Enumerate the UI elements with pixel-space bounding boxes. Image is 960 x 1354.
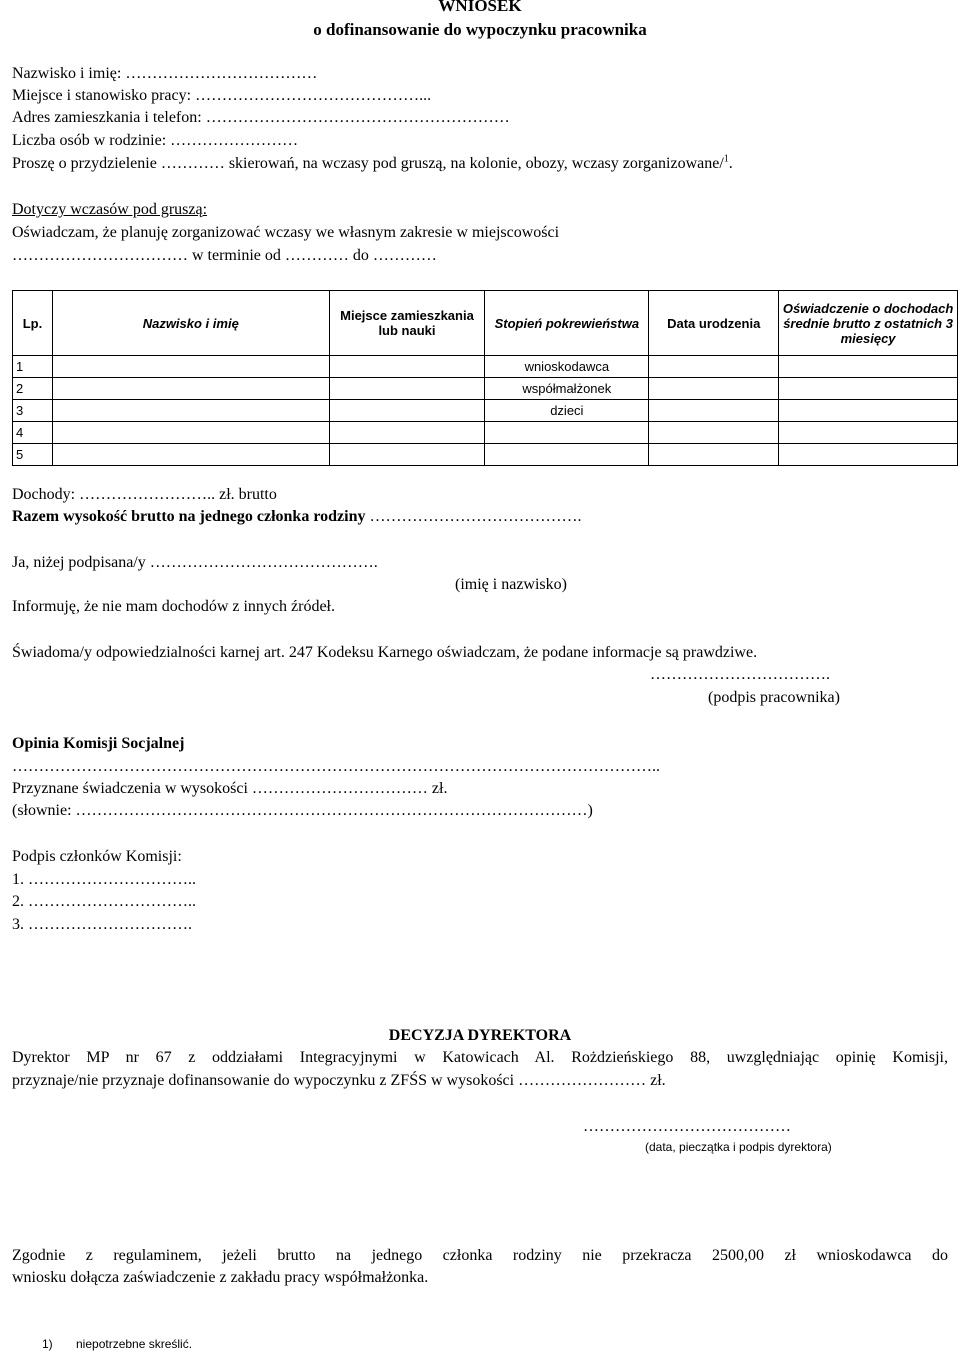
table-row [13,422,958,444]
director-signature-label: (data, pieczątka i podpis dyrektora) [645,1140,832,1154]
row-name-cell[interactable] [52,378,329,400]
row-relation: wnioskodawca [485,356,649,378]
rule-line-2: wniosku dołącza zaświadczenie z zakładu pracy współmałżonka. [12,1269,429,1286]
request-end: . [728,155,733,172]
form-subtitle: o dofinansowanie do wypoczynku pracownika [313,20,647,39]
rule-line-1: Zgodnie z regulaminem, jeżeli brutto na jednego członka rodziny nie przekracza 2500,00 zł wnioskodawca do [12,1247,948,1264]
row-lp: 5 [13,444,53,466]
row-birth-cell[interactable] [649,400,779,422]
row-birth-cell[interactable] [649,422,779,444]
table-row [13,356,958,378]
name-field[interactable]: Nazwisko i imię: ……………………………… [12,65,318,82]
row-name-cell[interactable] [52,444,329,466]
form-title: WNIOSEK [438,0,522,15]
per-member-label: Razem wysokość brutto na jednego członka rodziny [12,508,366,525]
amount-in-words[interactable]: (słownie: ……………………………………………………………………………………) [12,802,593,819]
decision-line-2[interactable]: przyznaje/nie przyznaje dofinansowanie do wypoczynku z ZFŚS w wysokości …………………… zł. [12,1072,666,1089]
row-relation [485,422,649,444]
table-row [13,400,958,422]
request-text: Proszę o przydzielenie ………… skierowań, na wczasy pod gruszą, na kolonie, obozy, wczasy zorganizowane/ [12,155,724,172]
footnote-marker: 1) [42,1337,53,1351]
row-relation: współmałżonek [485,378,649,400]
family-table [12,290,958,466]
employee-signature-label: (podpis pracownika) [708,689,840,706]
row-place-cell[interactable] [329,378,485,400]
row-relation [485,444,649,466]
employee-signature-dots[interactable]: ……………………………. [650,666,830,683]
decision-line-1: Dyrektor MP nr 67 z oddziałami Integracyjnymi w Katowicach Al. Rożdzieńskiego 88, uwzględniając opinię Komisji, [12,1049,948,1066]
per-member-line[interactable] [12,507,581,527]
liability-statement: Świadoma/y odpowiedzialności karnej art. 247 Kodeksu Karnego oświadczam, że podane informacje są prawdziwe. [12,644,758,661]
director-signature-dots[interactable]: ………………………………… [583,1118,791,1135]
family-count-field[interactable]: Liczba osób w rodzinie: …………………… [12,132,299,149]
pear-heading: Dotyczy wczasów pod gruszą: [12,201,208,218]
col-name: Nazwisko i imię [52,291,329,356]
row-lp: 3 [13,400,53,422]
member-signature-1[interactable]: 1. ………………………….. [12,871,196,888]
row-place-cell[interactable] [329,356,485,378]
col-income: Oświadczenie o dochodach średnie brutto z ostatnich 3 miesięcy [779,291,958,356]
row-birth-cell[interactable] [649,444,779,466]
row-income-cell[interactable] [779,422,958,444]
row-name-cell[interactable] [52,422,329,444]
row-income-cell[interactable] [779,400,958,422]
row-place-cell[interactable] [329,444,485,466]
address-field[interactable]: Adres zamieszkania i telefon: ………………………………………………… [12,109,510,126]
footnote-ref: 1 [723,153,729,165]
footnote-text: niepotrzebne skreślić. [76,1337,193,1351]
row-lp: 4 [13,422,53,444]
table-header-row [13,291,958,356]
decision-heading: DECYZJA DYREKTORA [388,1027,572,1044]
col-relation: Stopień pokrewieństwa [485,291,649,356]
pear-statement: Oświadczam, że planuję zorganizować wczasy we własnym zakresie w miejscowości [12,224,560,241]
member-signature-2[interactable]: 2. ………………………….. [12,893,196,910]
name-caption: (imię i nazwisko) [455,576,567,593]
pear-place-dates[interactable]: …………………………… w terminie od ………… do ………… [12,247,437,264]
commission-opinion-dots[interactable]: ………………………………………………………………………………………………………….. [12,758,660,775]
members-label: Podpis członków Komisji: [12,848,182,865]
no-other-income: Informuję, że nie mam dochodów z innych źródeł. [12,598,335,615]
row-name-cell[interactable] [52,400,329,422]
col-birth: Data urodzenia [649,291,779,356]
row-birth-cell[interactable] [649,378,779,400]
col-lp: Lp. [13,291,53,356]
row-income-cell[interactable] [779,444,958,466]
row-income-cell[interactable] [779,378,958,400]
position-field[interactable]: Miejsce i stanowisko pracy: ……………………………………... [12,87,432,104]
commission-heading: Opinia Komisji Socjalnej [12,735,185,752]
undersigned-line[interactable]: Ja, niżej podpisana/y ……………………………………. [12,554,378,571]
per-member-dots: …………………………………. [365,508,582,525]
income-line[interactable]: Dochody: …………………….. zł. brutto [12,486,277,503]
row-name-cell[interactable] [52,356,329,378]
col-place: Miejsce zamieszkania lub nauki [329,291,485,356]
row-lp: 2 [13,378,53,400]
request-line[interactable] [12,154,733,174]
table-row [13,378,958,400]
granted-amount[interactable]: Przyznane świadczenia w wysokości …………………………… zł. [12,780,448,797]
row-place-cell[interactable] [329,422,485,444]
row-place-cell[interactable] [329,400,485,422]
row-birth-cell[interactable] [649,356,779,378]
member-signature-3[interactable]: 3. …………………………. [12,916,192,933]
row-income-cell[interactable] [779,356,958,378]
table-row [13,444,958,466]
row-lp: 1 [13,356,53,378]
row-relation: dzieci [485,400,649,422]
